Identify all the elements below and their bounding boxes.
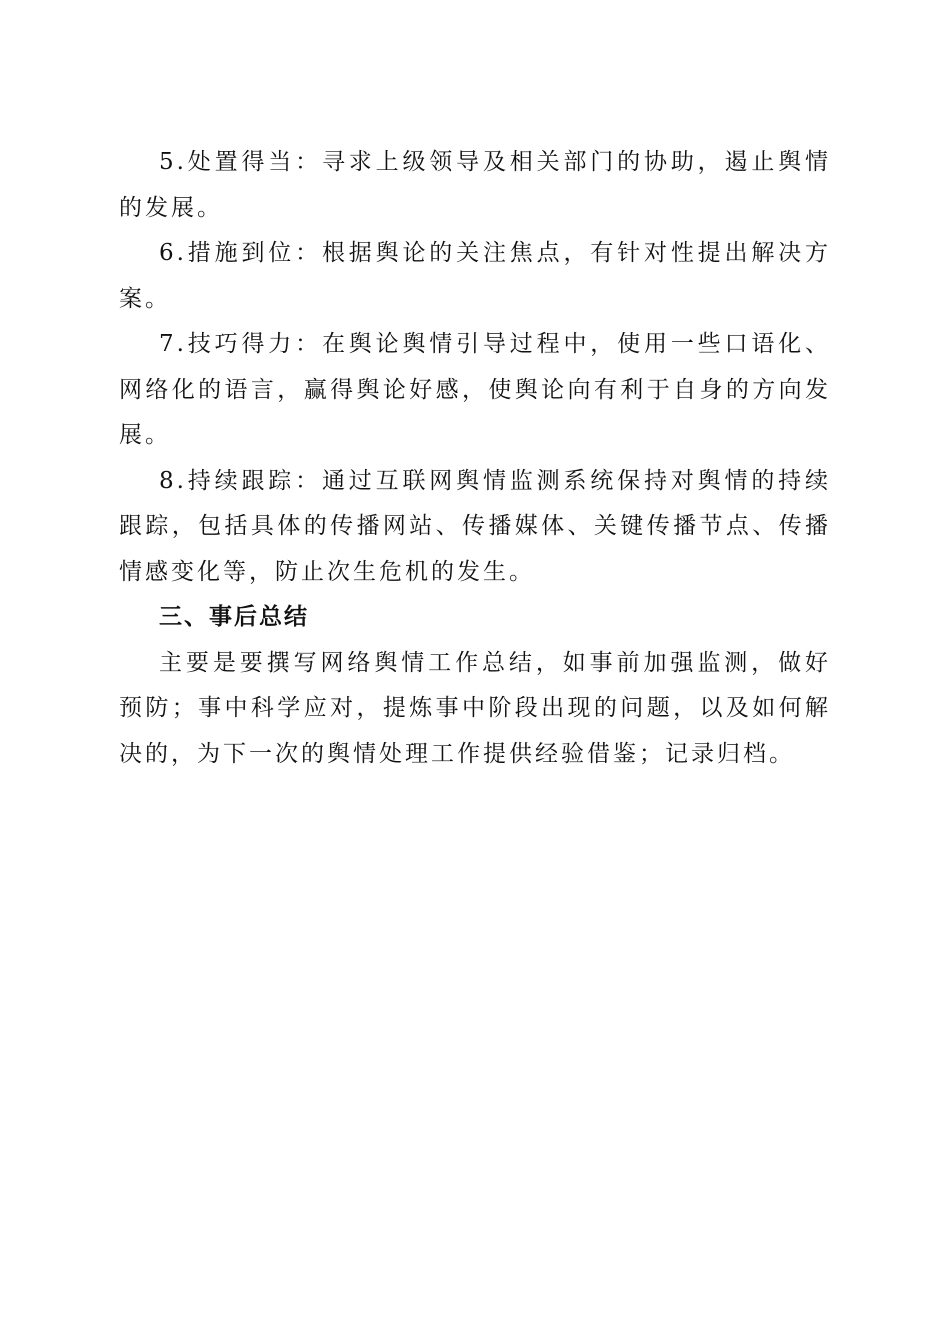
item-8-paragraph: 8.持续跟踪：通过互联网舆情监测系统保持对舆情的持续跟踪，包括具体的传播网站、传播媒体、关键传播节点、传播情感变化等，防止次生危机的发生。 <box>119 467 831 585</box>
item-5-paragraph: 5.处置得当：寻求上级领导及相关部门的协助，遏止舆情的发展。 <box>119 149 831 221</box>
summary-paragraph: 主要是要撰写网络舆情工作总结，如事前加强监测，做好预防；事中科学应对，提炼事中阶段出现的问题，以及如何解决的，为下一次的舆情处理工作提供经验借鉴；记录归档。 <box>119 649 831 767</box>
item-6-paragraph: 6.措施到位：根据舆论的关注焦点，有针对性提出解决方案。 <box>119 240 831 312</box>
item-7-paragraph: 7.技巧得力：在舆论舆情引导过程中，使用一些口语化、网络化的语言，赢得舆论好感，使舆论向有利于自身的方向发展。 <box>119 331 831 448</box>
section-heading: 三、事后总结 <box>159 604 309 630</box>
document-page <box>119 140 831 777</box>
